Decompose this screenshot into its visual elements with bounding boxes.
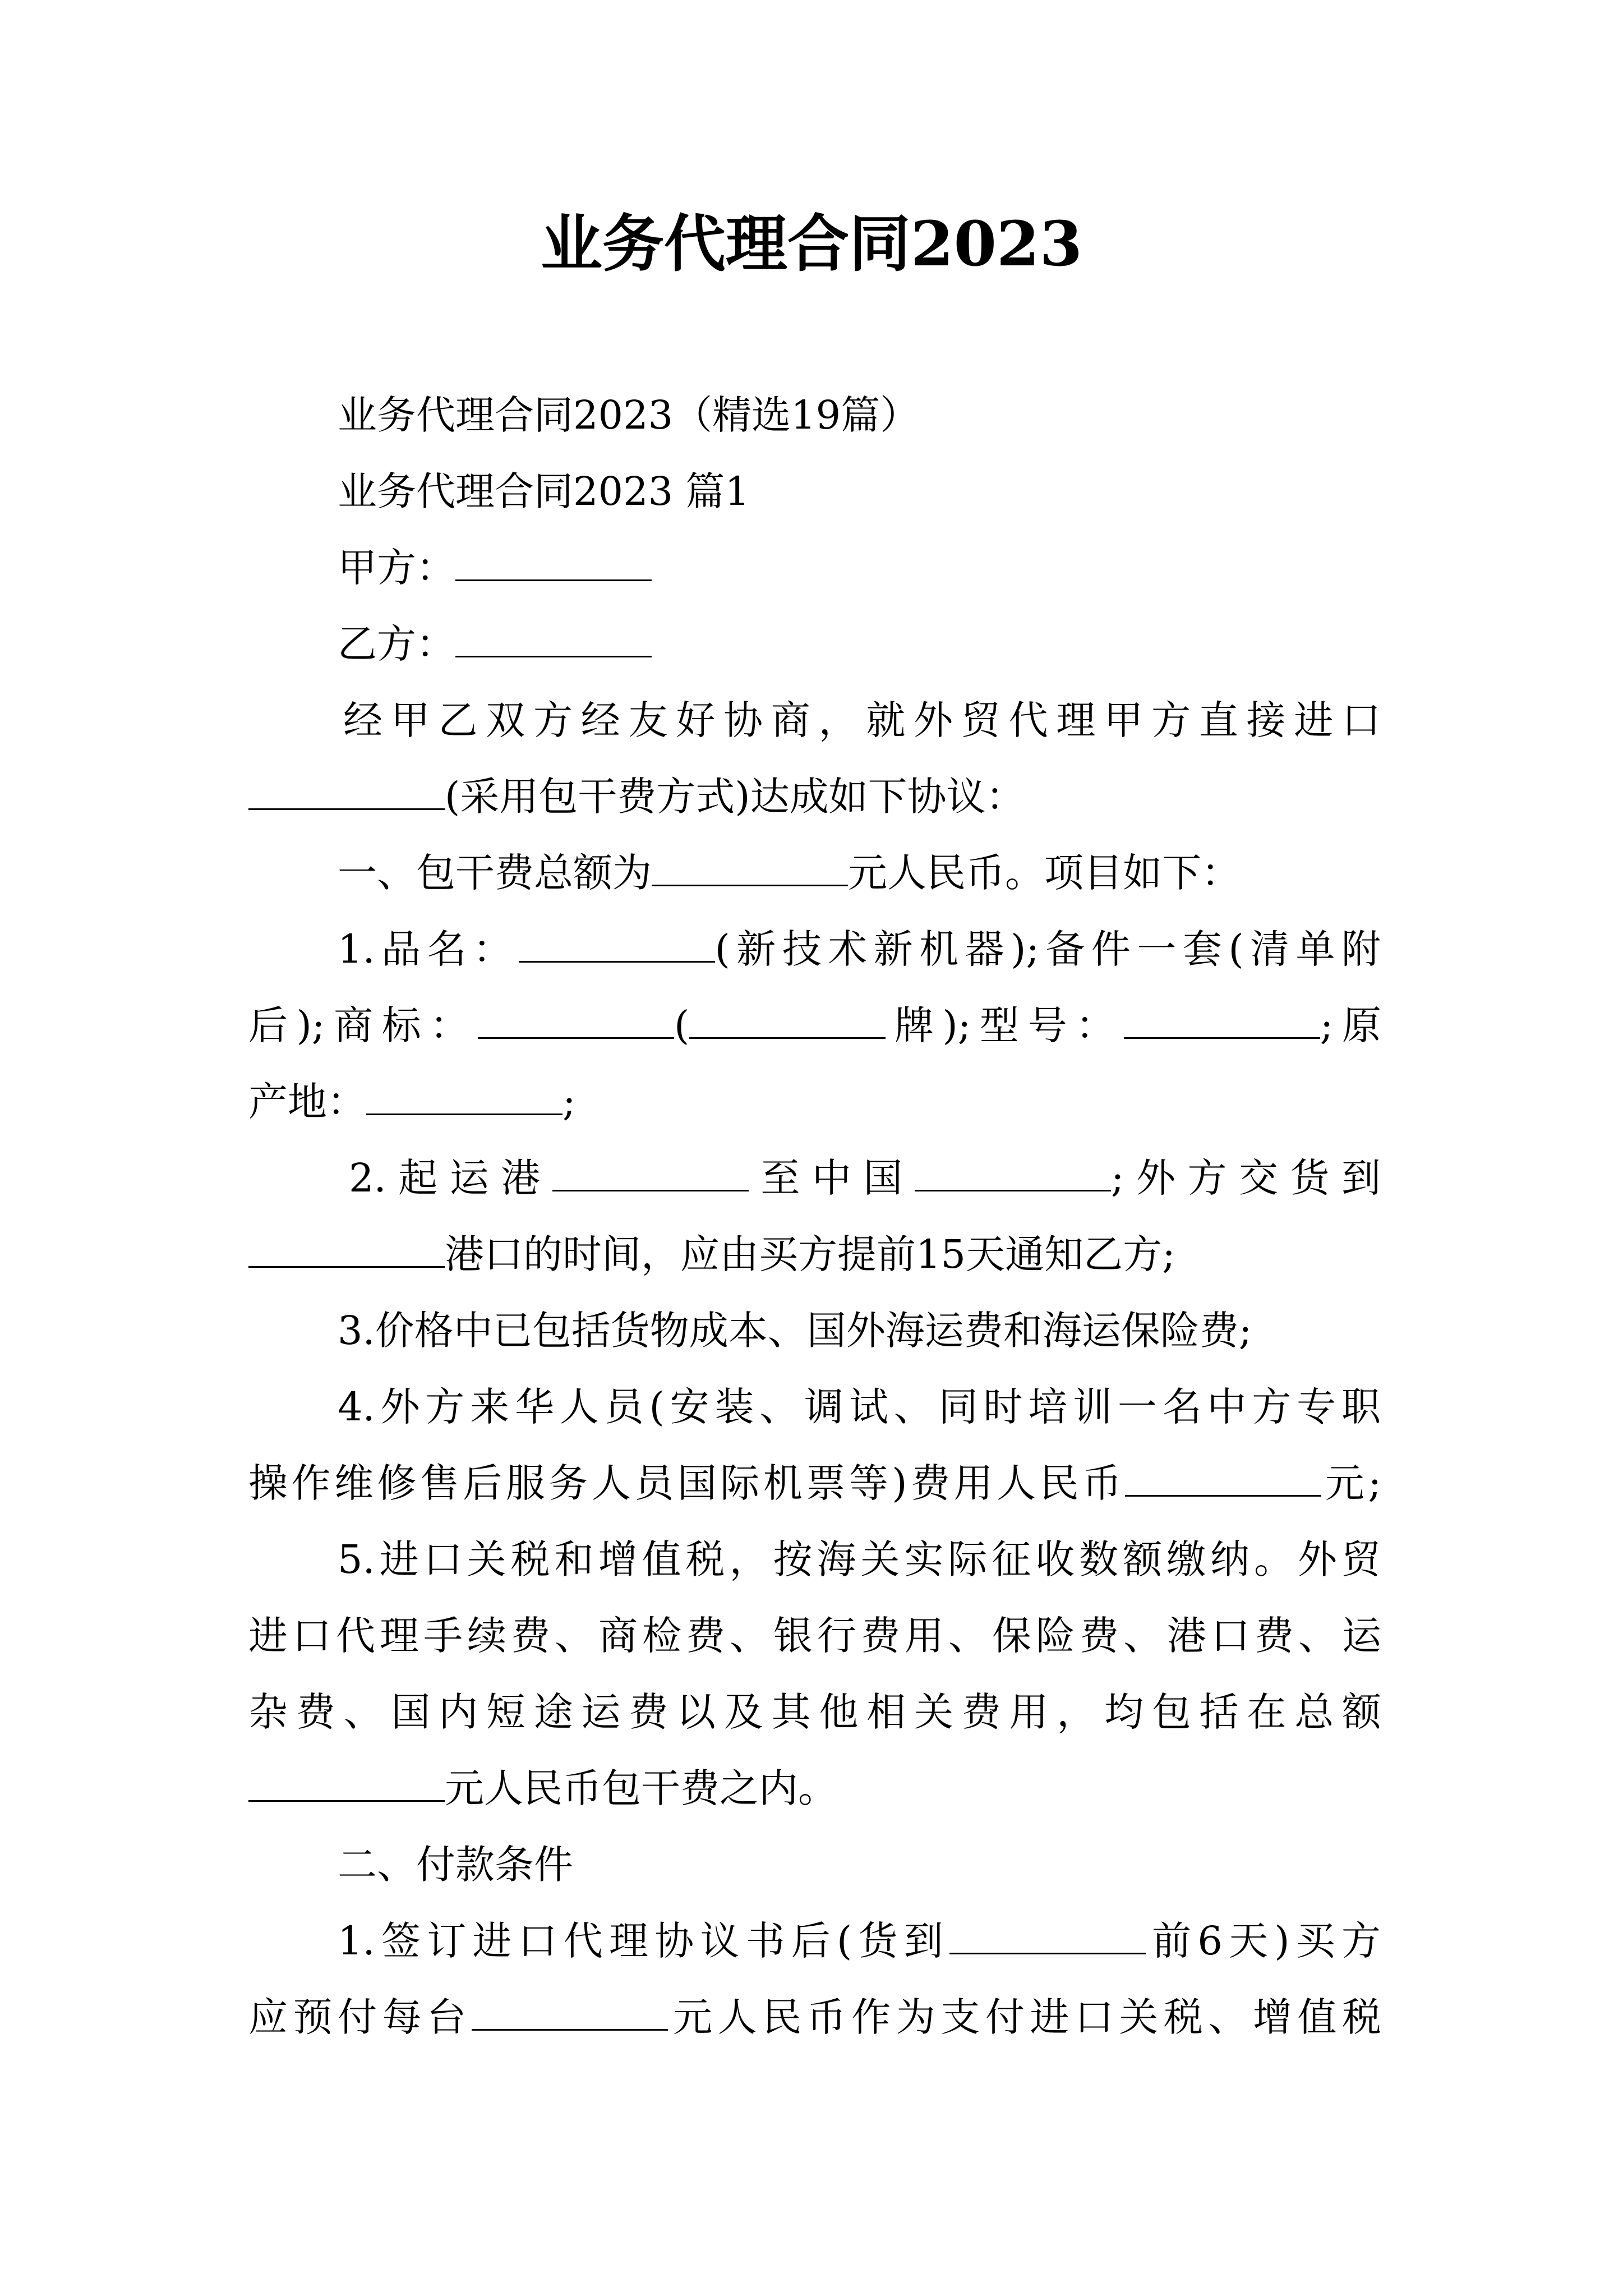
text-segment: 一、包干费总额为 bbox=[338, 850, 652, 896]
text-segment: ;原 bbox=[1320, 1002, 1381, 1048]
fill-in-blank[interactable] bbox=[366, 1079, 562, 1115]
fill-in-blank[interactable] bbox=[455, 621, 652, 657]
paragraph-line bbox=[343, 692, 1381, 748]
party-b-line bbox=[338, 616, 1381, 672]
fill-in-blank[interactable] bbox=[1124, 1002, 1320, 1039]
paragraph-line bbox=[338, 921, 1381, 977]
paragraph-line bbox=[248, 1684, 1381, 1740]
fill-in-blank[interactable] bbox=[689, 1002, 886, 1039]
paragraph-line bbox=[248, 1608, 1381, 1664]
text-segment: 元人民币包干费之内。 bbox=[445, 1765, 837, 1811]
text-segment: 至中国 bbox=[748, 1155, 915, 1201]
paragraph-line bbox=[248, 1760, 1381, 1816]
paragraph-line bbox=[248, 1989, 1381, 2045]
text-segment: 元人民币。项目如下： bbox=[848, 850, 1241, 896]
text-segment: 产地： bbox=[248, 1079, 366, 1125]
text-segment: 1.品名： bbox=[338, 926, 519, 972]
fill-in-blank[interactable] bbox=[478, 1002, 674, 1039]
text-segment: 后);商标： bbox=[248, 1002, 478, 1048]
text-segment: 1.签订进口代理协议书后(货到 bbox=[338, 1918, 949, 1964]
paragraph-line bbox=[248, 1074, 1381, 1130]
text-segment: 乙方： bbox=[338, 621, 455, 667]
text-segment: ( bbox=[674, 1002, 690, 1048]
section-heading bbox=[338, 463, 1381, 519]
text-segment: (新技术新机器);备件一套(清单附 bbox=[714, 926, 1381, 972]
text-segment: 业务代理合同2023 篇1 bbox=[338, 468, 750, 514]
text-segment: 前6天)买方 bbox=[1145, 1918, 1381, 1964]
text-segment: 杂费、国内短途运费以及其他相关费用，均包括在总额 bbox=[248, 1689, 1381, 1735]
paragraph-line bbox=[248, 1455, 1381, 1511]
text-segment: ; bbox=[562, 1079, 576, 1125]
text-segment: 操作维修售后服务人员国际机票等)费用人民币 bbox=[248, 1460, 1126, 1506]
fill-in-blank[interactable] bbox=[552, 1155, 749, 1191]
fill-in-blank[interactable] bbox=[519, 926, 715, 963]
fill-in-blank[interactable] bbox=[915, 1155, 1111, 1191]
fill-in-blank[interactable] bbox=[248, 774, 445, 810]
text-segment: 业务代理合同2023（精选19篇） bbox=[338, 392, 920, 438]
text-segment: 5.进口关税和增值税，按海关实际征收数额缴纳。外贸 bbox=[338, 1536, 1381, 1582]
paragraph-line bbox=[338, 1913, 1381, 1969]
section-heading bbox=[338, 1837, 1381, 1893]
fill-in-blank[interactable] bbox=[472, 1994, 668, 2031]
text-segment: (采用包干费方式)达成如下协议： bbox=[445, 774, 1025, 820]
paragraph-line bbox=[338, 1379, 1381, 1435]
text-segment: 4.外方来华人员(安装、调试、同时培训一名中方专职 bbox=[338, 1384, 1381, 1430]
text-segment: 3.价格中已包括货物成本、国外海运费和海运保险费; bbox=[338, 1308, 1252, 1354]
paragraph-line bbox=[248, 769, 1381, 825]
paragraph-line bbox=[338, 845, 1381, 901]
fill-in-blank[interactable] bbox=[248, 1231, 445, 1268]
paragraph-line bbox=[338, 1531, 1381, 1588]
text-segment: 港口的时间，应由买方提前15天通知乙方; bbox=[445, 1231, 1175, 1277]
text-segment: ;外方交货到 bbox=[1110, 1155, 1381, 1201]
paragraph-line bbox=[338, 1303, 1381, 1359]
text-segment: 进口代理手续费、商检费、银行费用、保险费、港口费、运 bbox=[248, 1613, 1381, 1659]
text-segment: 元人民币作为支付进口关税、增值税 bbox=[667, 1994, 1382, 2040]
text-segment: 牌);型号： bbox=[886, 1002, 1124, 1048]
fill-in-blank[interactable] bbox=[455, 545, 652, 581]
fill-in-blank[interactable] bbox=[248, 1765, 445, 1802]
document-title: 业务代理合同2023 bbox=[540, 208, 1083, 280]
text-segment: 应预付每台 bbox=[248, 1994, 472, 2040]
paragraph-line bbox=[248, 1226, 1381, 1282]
text-segment: 甲方： bbox=[338, 545, 455, 591]
paragraph-line bbox=[349, 1150, 1381, 1206]
party-a-line bbox=[338, 540, 1381, 596]
fill-in-blank[interactable] bbox=[1125, 1460, 1321, 1497]
paragraph-line bbox=[248, 997, 1381, 1053]
text-segment: 二、付款条件 bbox=[338, 1842, 573, 1888]
text-segment: 经甲乙双方经友好协商，就外贸代理甲方直接进口 bbox=[343, 697, 1381, 743]
text-segment: 2.起运港 bbox=[349, 1155, 552, 1201]
fill-in-blank[interactable] bbox=[949, 1918, 1146, 1954]
subtitle-line bbox=[338, 387, 1381, 443]
text-segment: 元; bbox=[1321, 1460, 1381, 1506]
fill-in-blank[interactable] bbox=[652, 850, 848, 886]
